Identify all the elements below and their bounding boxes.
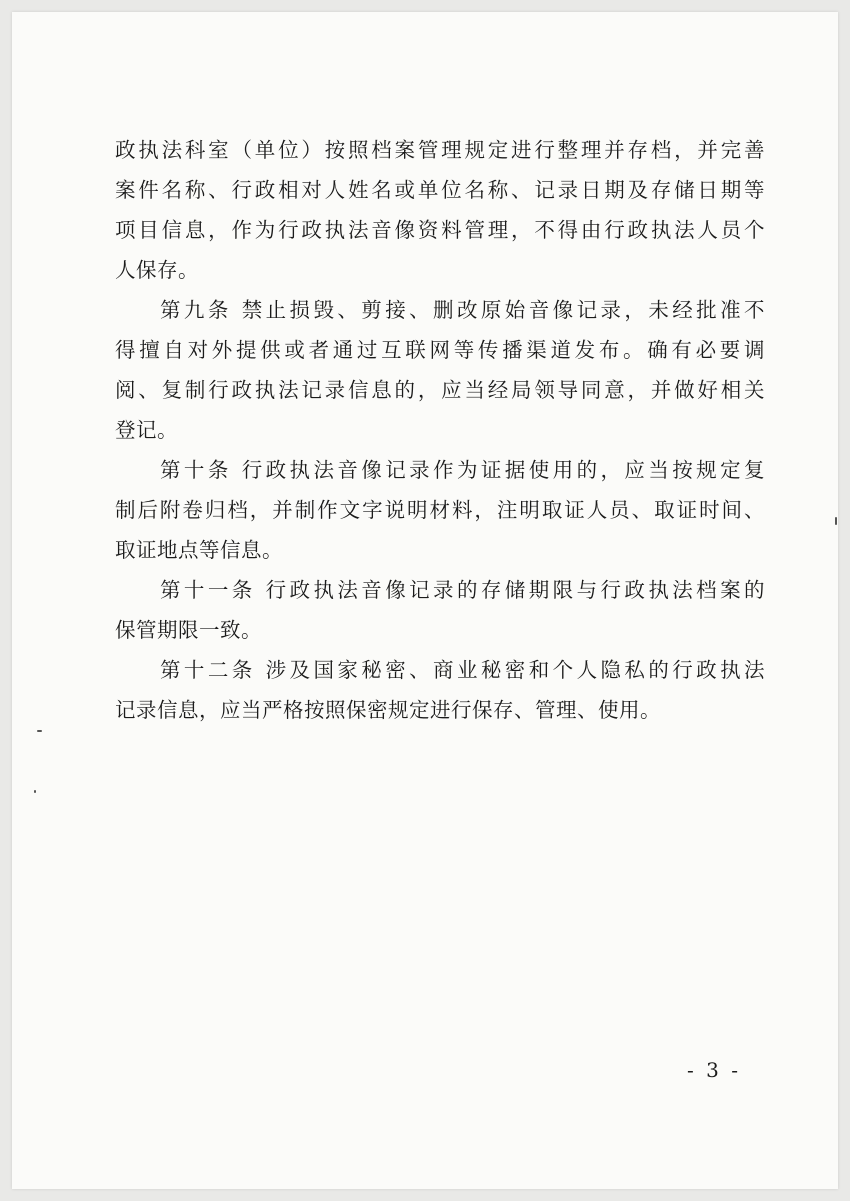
article-9-line: 登记。: [115, 418, 178, 442]
scan-speck: [37, 730, 42, 732]
article-12-line: 第十二条 涉及国家秘密、商业秘密和个人隐私的行政执法: [160, 658, 765, 682]
paragraph-line: 案件名称、行政相对人姓名或单位名称、记录日期及存储日期等: [115, 178, 765, 202]
article-9-line: 阅、复制行政执法记录信息的，应当经局领导同意，并做好相关: [115, 378, 765, 402]
article-10-line: 取证地点等信息。: [115, 538, 283, 562]
article-10-line: 制后附卷归档，并制作文字说明材料，注明取证人员、取证时间、: [115, 498, 765, 522]
paragraph-line: 人保存。: [115, 258, 199, 282]
article-11-line: 第十一条 行政执法音像记录的存储期限与行政执法档案的: [160, 578, 765, 602]
article-9-line: 第九条 禁止损毁、剪接、删改原始音像记录，未经批准不: [160, 298, 765, 322]
paragraph-line: 政执法科室（单位）按照档案管理规定进行整理并存档，并完善: [115, 138, 765, 162]
article-12-line: 记录信息，应当严格按照保密规定进行保存、管理、使用。: [115, 698, 661, 722]
paragraph-line: 项目信息，作为行政执法音像资料管理，不得由行政执法人员个: [115, 218, 765, 242]
page-number: - 3 -: [687, 1058, 741, 1082]
article-10-line: 第十条 行政执法音像记录作为证据使用的，应当按规定复: [160, 458, 765, 482]
article-11-line: 保管期限一致。: [115, 618, 262, 642]
scan-speck: [835, 517, 837, 525]
document-body: [115, 130, 765, 730]
article-9-line: 得擅自对外提供或者通过互联网等传播渠道发布。确有必要调: [115, 338, 765, 362]
scan-speck: [34, 790, 36, 793]
document-page: [12, 12, 838, 1189]
